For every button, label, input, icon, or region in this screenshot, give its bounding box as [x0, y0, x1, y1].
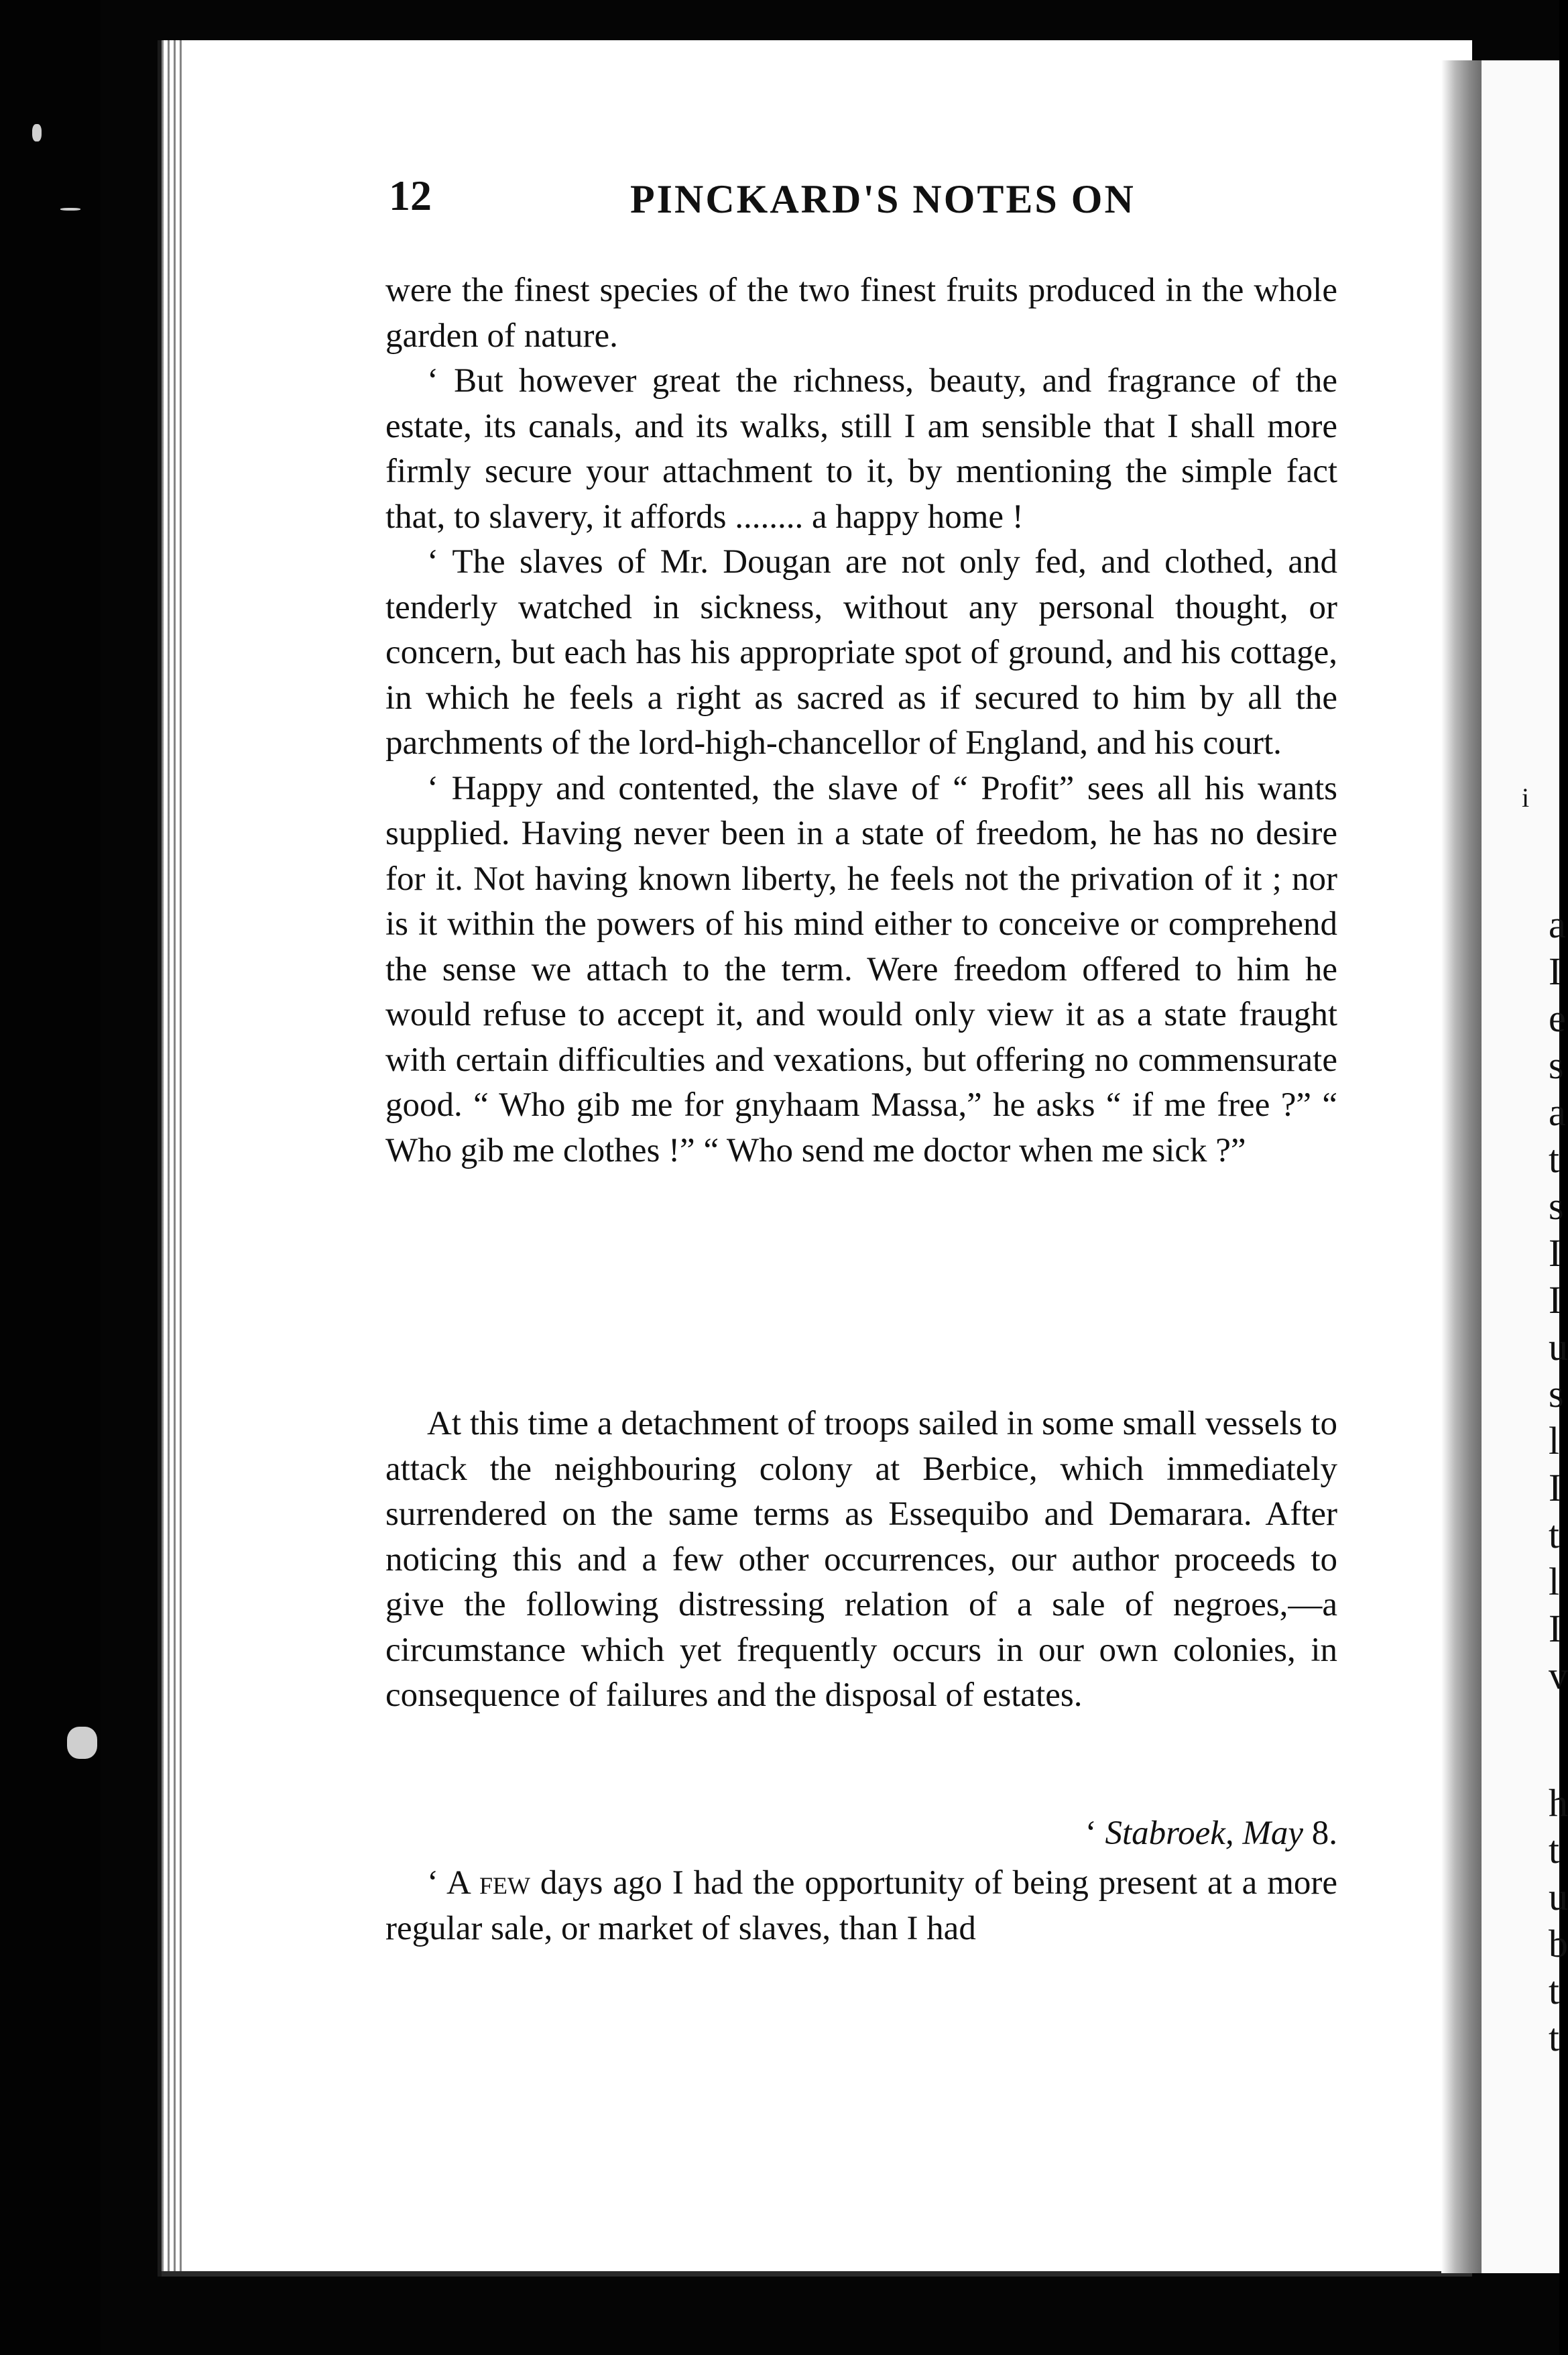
adjacent-page-fragment: I: [1549, 1231, 1562, 1275]
dateline-quote: ‘: [1085, 1815, 1105, 1852]
paragraph: ‘ The slaves of Mr. Dougan are not only fed, and clothed, and tenderly watched in sickness, without any personal thought, or concern, but each has his appropriate spot of ground, and his cottage, in which he feels a right as sacred as if secured to him by all the parchments of the lord-high-chancellor of England, and his court.: [385, 543, 1337, 762]
adjacent-page-fragment: t: [1549, 2016, 1560, 2059]
binding-mark: [60, 208, 80, 211]
left-binding-gutter: [0, 0, 101, 2355]
adjacent-page-fragment: I: [1549, 1278, 1562, 1322]
letter-passage: [385, 1861, 1337, 1951]
binding-mark: [67, 1727, 97, 1759]
paragraph: were the finest species of the two finest fruits produced in the whole garden of nature.: [385, 272, 1337, 355]
quoted-passage: [385, 268, 1337, 1173]
adjacent-page-fragment: u: [1549, 1325, 1568, 1369]
adjacent-page-fragment: e: [1549, 996, 1566, 1040]
adjacent-page-fragment: s: [1549, 1043, 1564, 1087]
adjacent-page-fragment: u: [1549, 1875, 1568, 1918]
adjacent-page-fragment: t: [1549, 1137, 1560, 1181]
adjacent-page-fragment: s: [1549, 1184, 1564, 1228]
paragraph: At this time a detachment of troops sailed in some small vessels to attack the neighbouring colony at Berbice, which immediately surrendered on the same terms as Essequibo and Demarara. After noticing this and a few other occurrences, our author proceeds to give the following distressing relation of a sale of negroes,—a circumstance which yet frequently occurs in our own colonies, in consequence of failures and the disposal of estates.: [385, 1405, 1337, 1714]
paragraph: [385, 1861, 1337, 1951]
letter-text: days ago I had the opportunity of being present at a more regular sale, or market of slaves, than I had: [385, 1864, 1337, 1947]
adjacent-page-fragment: b: [1549, 1922, 1568, 1965]
dateline-day: 8.: [1303, 1815, 1337, 1852]
letter-dateline: [385, 1814, 1337, 1853]
adjacent-page-fragment: I: [1549, 1607, 1562, 1650]
adjacent-page-fragment: h: [1549, 1781, 1568, 1825]
adjacent-page-fragment: t: [1549, 1828, 1560, 1872]
page-number: 12: [389, 172, 432, 219]
narrative-passage: [385, 1401, 1337, 1719]
page-fore-edge-shadow: [1441, 60, 1482, 2273]
adjacent-page-fragment: i: [1522, 783, 1530, 813]
page-bottom-edge: [162, 2271, 1472, 2277]
adjacent-page-fragment: t: [1549, 1969, 1560, 2012]
page-gutter-lines: [162, 40, 182, 2277]
letter-opening: ‘ A: [427, 1864, 479, 1902]
adjacent-page-fragment: a: [1549, 903, 1566, 946]
adjacent-page-fragment: t: [1549, 1513, 1560, 1556]
binding-mark: [32, 124, 42, 141]
paragraph: ‘ Happy and contented, the slave of “ Profit” sees all his wants supplied. Having never been in a state of freedom, he has no desire for it. Not having known liberty, he feels not the privation of it ; nor is it within the powers of his mind either to conceive or comprehend the sense we attach to the term. Were freedom offered to him he would refuse to accept it, and would only view it as a state fraught with certain difficulties and vexations, but offering no commensurate good. “ Who gib me for gnyhaam Massa,” he asks “ if me free ?” “ Who gib me clothes !” “ Who send me doctor when me sick ?”: [385, 769, 1337, 1169]
adjacent-page: [1482, 60, 1568, 2273]
adjacent-page-fragment: I: [1549, 1466, 1562, 1509]
dateline-month: May: [1242, 1815, 1303, 1852]
adjacent-page-fragment: l: [1549, 1419, 1560, 1462]
adjacent-page-fragment: l: [1549, 1560, 1560, 1603]
dateline-place: Stabroek,: [1105, 1815, 1234, 1852]
adjacent-page-fragment: v: [1549, 1654, 1568, 1697]
paragraph: ‘ But however great the richness, beauty, and fragrance of the estate, its canals, and its walks, still I am sensible that I shall more firmly secure your attachment to it, by mentioning the simple fact that, to slavery, it affords ........ a happy home !: [385, 362, 1337, 536]
page-header: [389, 171, 1314, 238]
letter-smallcaps-word: few: [479, 1864, 530, 1902]
running-head: PINCKARD'S NOTES ON: [630, 177, 1136, 221]
adjacent-page-fragment: s: [1549, 1372, 1564, 1416]
adjacent-page-fragment: a: [1549, 1090, 1566, 1134]
adjacent-page-fragment: I: [1549, 950, 1562, 993]
